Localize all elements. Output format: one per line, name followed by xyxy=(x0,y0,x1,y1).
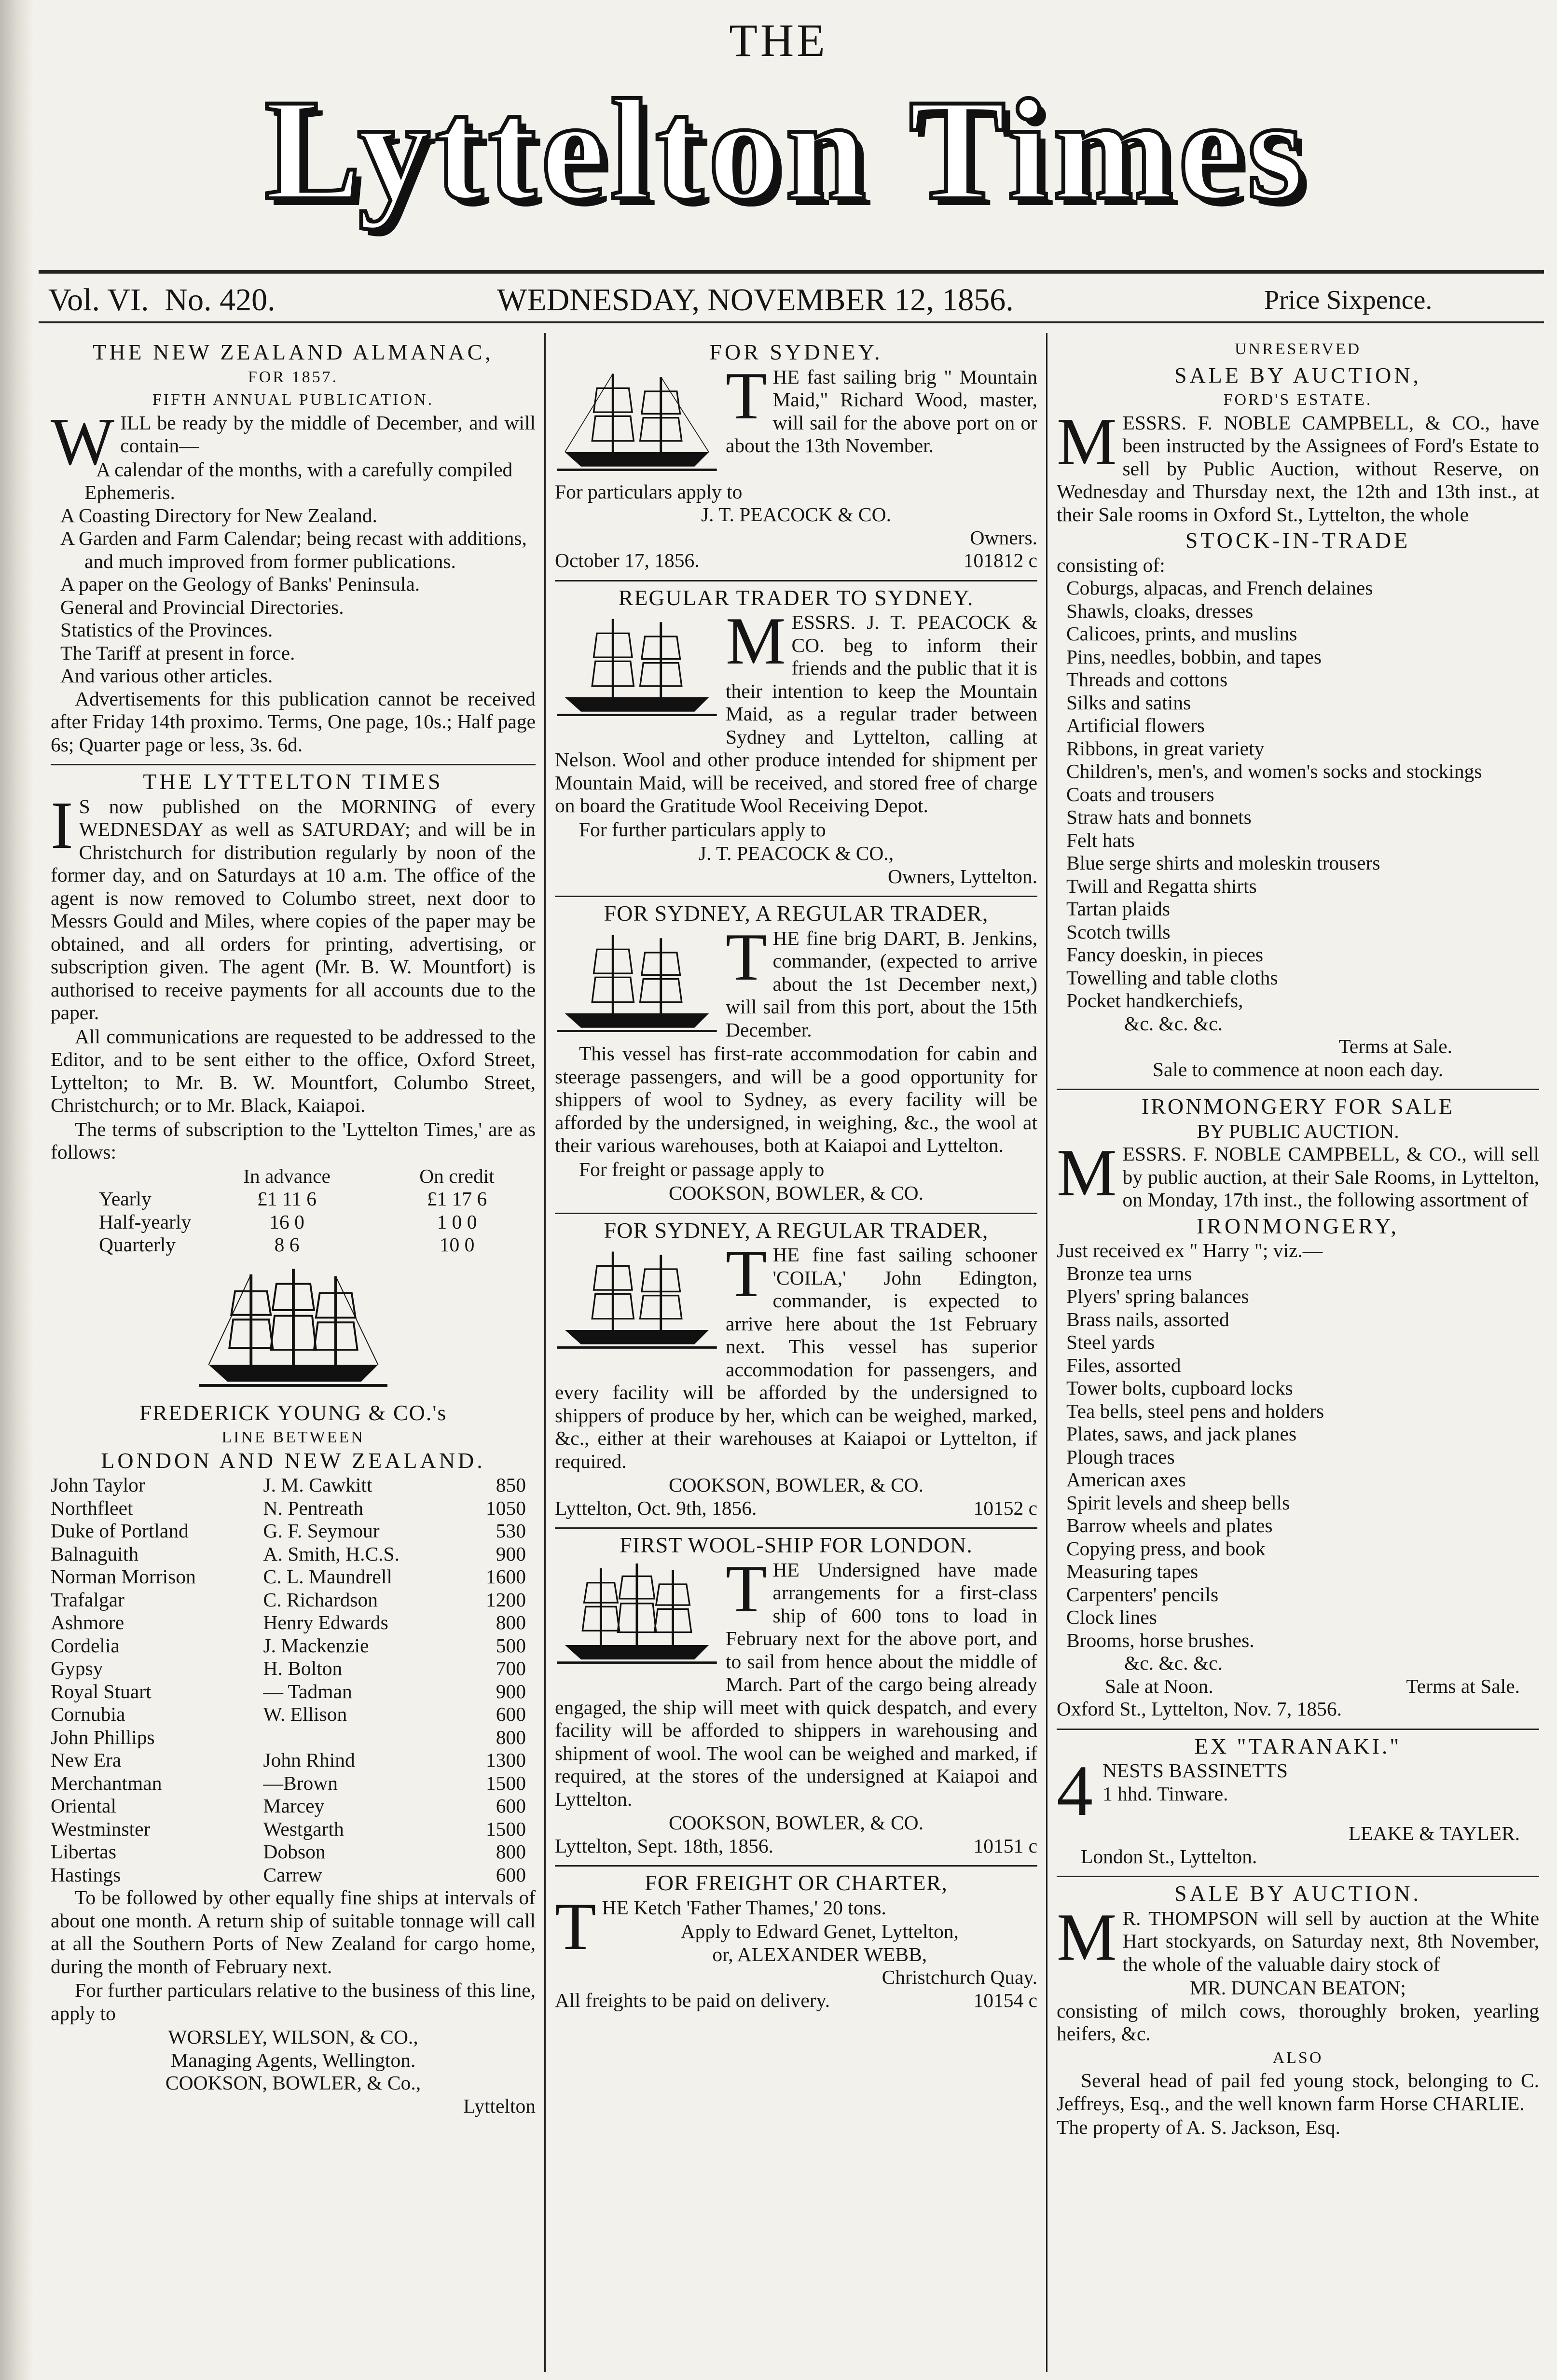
a6-last-line: All freights to be paid on delivery. 10154 c xyxy=(555,1989,1037,2011)
fy-agent-2-sub: Lyttelton xyxy=(463,2094,536,2117)
page-binding-shadow xyxy=(0,0,34,2380)
fy-agent-1: WORSLEY, WILSON, & CO., xyxy=(168,2026,418,2048)
column-rule-2 xyxy=(1046,333,1047,2372)
section-divider xyxy=(1057,1729,1539,1730)
iron-item: Tower bolts, cupboard locks xyxy=(1066,1377,1293,1399)
masthead-rule-bottom xyxy=(39,321,1544,323)
almanac-item: The Tariff at present in force. xyxy=(60,641,295,664)
terms-table xyxy=(51,1165,536,1257)
stock-item: Artificial flowers xyxy=(1066,714,1205,736)
fy-paragraph-1: To be followed by other equally fine ships at intervals of about one month. A return ship of suitable tonnage will call at all the Southern Ports of New Zealand for cargo home, during the month of February next. xyxy=(51,1886,536,1978)
ship-row: Duke of Portland G. F. Seymour 530 xyxy=(51,1520,526,1542)
iron-item: Plates, saws, and jack planes xyxy=(1066,1423,1297,1445)
ship-row: Libertas Dobson 800 xyxy=(51,1840,526,1863)
fy-paragraph-2: For further particulars relative to the business of this line, apply to xyxy=(51,1979,536,2024)
section-divider xyxy=(1057,1876,1539,1877)
ship-illustration-icon xyxy=(555,366,719,478)
b4-also-text: Several head of pail fed young stock, belonging to C. Jeffreys, Esq., and the well known farm Horse CHARLIE. xyxy=(1057,2069,1539,2115)
b1-etc: &c. &c. &c. xyxy=(1124,1012,1223,1035)
iron-item: American axes xyxy=(1066,1468,1186,1491)
b1-title: SALE BY AUCTION, xyxy=(1174,362,1422,387)
a4-dateline: Lyttelton, Oct. 9th, 1856. 10152 c xyxy=(555,1496,1037,1519)
iron-item: Steel yards xyxy=(1066,1331,1155,1353)
ship-row: New Era John Rhind 1300 xyxy=(51,1749,526,1771)
b1-consisting: consisting of: xyxy=(1057,553,1165,576)
a1-owners: Owners. xyxy=(970,526,1037,549)
b2-body: MESSRS. F. NOBLE CAMPBELL, & CO., will sell by public auction, at their Sale Rooms, in Lyttelton, on Monday, 17th inst., the following assortment of xyxy=(1057,1135,1539,1211)
dateline-volume: Vol. VI. No. 420. xyxy=(48,282,276,318)
b4-title: SALE BY AUCTION. xyxy=(1174,1881,1422,1906)
iron-item: Copying press, and book xyxy=(1066,1537,1266,1560)
section-divider xyxy=(1057,1089,1539,1090)
iron-item: Carpenters' pencils xyxy=(1066,1583,1219,1605)
almanac-item: And various other articles. xyxy=(60,664,273,687)
a4-agent: COOKSON, BOWLER, & CO. xyxy=(669,1474,923,1496)
b4-property: The property of A. S. Jackson, Esq. xyxy=(1057,2116,1340,2138)
stock-item: Felt hats xyxy=(1066,829,1135,851)
almanac-item: A Coasting Directory for New Zealand. xyxy=(60,504,377,526)
ship-row: Westminster Westgarth 1500 xyxy=(51,1817,526,1840)
ship-illustration-icon xyxy=(555,611,719,723)
stock-item: Children's, men's, and women's socks and stockings xyxy=(1066,760,1482,782)
fy-agent-1-sub: Managing Agents, Wellington. xyxy=(170,2048,416,2071)
iron-item: Clock lines xyxy=(1066,1606,1157,1628)
b4-consist: consisting of milch cows, thoroughly broken, yearling heifers, &c. xyxy=(1057,1999,1539,2045)
column-1 xyxy=(51,338,536,2372)
ship-row: Norman Morrison C. L. Maundrell 1600 xyxy=(51,1565,526,1588)
stock-item: Coats and trousers xyxy=(1066,783,1214,805)
stock-item: Blue serge shirts and moleskin trousers xyxy=(1066,852,1380,874)
lt-paragraph-1: I S now published on the MORNING of every WEDNESDAY as well as SATURDAY; and will be in Christchurch for distribution regularly by noon of the former day, and on Saturdays at 10 a.m. The office of the agent is now removed to Columbo street, next door to Messrs Gould and Miles, where copies of the paper may be obtained, and all orders for printing, advertising, or subscription given. The agent (Mr. B. W. Mountfort) is authorised to receive payments for all accounts due to the paper. xyxy=(51,788,536,1024)
section-divider xyxy=(555,896,1037,897)
almanac-subtitle: FIFTH ANNUAL PUBLICATION. xyxy=(152,391,434,409)
a1-title: FOR SYDNEY. xyxy=(709,340,883,364)
ship-row: Merchantman —Brown 1500 xyxy=(51,1771,526,1794)
almanac-item: A Garden and Farm Calendar; being recast with additions, and much improved from former publications. xyxy=(60,527,527,572)
almanac-item: A paper on the Geology of Banks' Peninsula. xyxy=(60,573,420,595)
terms-row: Half-yearly 16 0 1 0 0 xyxy=(99,1210,477,1233)
a3-title: FOR SYDNEY, A REGULAR TRADER, xyxy=(604,901,989,926)
a6-line-4: Christchurch Quay. xyxy=(882,1966,1037,1988)
a3-paragraph-2: This vessel has first-rate accommodation for cabin and steerage passengers, and will be a good opportunity for shippers of wool to Sydney, as every facility will be afforded by the undersigned, in weighing, &c., the wool at their various warehouses, both at Kaiapoi and Lyttelton. xyxy=(555,1042,1037,1156)
ship-row: Trafalgar C. Richardson 1200 xyxy=(51,1588,526,1611)
dateline-price: Price Sixpence. xyxy=(1264,285,1433,315)
iron-item: Plyers' spring balances xyxy=(1066,1285,1249,1307)
ship-row: John Phillips 800 xyxy=(51,1726,526,1748)
masthead-the: THE xyxy=(729,14,828,66)
terms-row: Yearly £1 11 6 £1 17 6 xyxy=(99,1188,487,1210)
section-divider xyxy=(555,580,1037,581)
iron-item: Measuring tapes xyxy=(1066,1560,1199,1582)
ship-row: Ashmore Henry Edwards 800 xyxy=(51,1611,526,1633)
stock-item: Calicoes, prints, and muslins xyxy=(1066,623,1297,645)
dateline-date: WEDNESDAY, NOVEMBER 12, 1856. xyxy=(497,282,1014,318)
b4-also: ALSO xyxy=(1272,2048,1323,2067)
almanac-advertisements: Advertisements for this publication cannot be received after Friday 14th proximo. Terms, One page, 10s.; Half page 6s; Quarter page or less, 3s. 6d. xyxy=(51,687,536,756)
column-rule-1 xyxy=(544,333,546,2372)
fy-route: LONDON AND NEW ZEALAND. xyxy=(101,1448,485,1473)
stock-item: Fancy doeskin, in pieces xyxy=(1066,943,1263,966)
b3-agent: LEAKE & TAYLER. xyxy=(1348,1822,1520,1844)
ship-row: Cornubia W. Ellison 600 xyxy=(51,1703,526,1725)
stock-item: Ribbons, in great variety xyxy=(1066,737,1265,760)
stock-item: Twill and Regatta shirts xyxy=(1066,874,1257,897)
ships-table xyxy=(51,1474,536,1886)
a5-body: THE Undersigned have made arrangements for a first-class ship of 600 tons to load in February next for the above port, and to sail from hence about the middle of March. Part of the cargo being already engaged, the ship will meet with quick despatch, and every facility will be afforded to shippers in warehousing and shipment of wool. The wool can be weighed and marked, if required, at the stores of the undersigned at Kaiapoi and Lyttelton. xyxy=(555,1551,1037,1810)
a6-line-2: Apply to Edward Genet, Lyttelton, xyxy=(680,1920,959,1942)
b2-ironmongery: IRONMONGERY, xyxy=(1196,1213,1400,1238)
masthead-rule-top xyxy=(39,270,1544,274)
b2-date: Oxford St., Lyttelton, Nov. 7, 1856. xyxy=(1057,1698,1342,1720)
iron-item: Plough traces xyxy=(1066,1445,1175,1468)
b4-body: M R. THOMPSON will sell by auction at the White Hart stockyards, on Saturday next, 8th November, the whole of the valuable dairy stock of xyxy=(1057,1899,1539,1975)
a5-dateline: Lyttelton, Sept. 18th, 1856. 10151 c xyxy=(555,1834,1037,1857)
b3-title: EX "TARANAKI." xyxy=(1194,1733,1402,1758)
a6-line-3: or, ALEXANDER WEBB, xyxy=(712,1943,927,1965)
b1-terms: Terms at Sale. xyxy=(1338,1035,1452,1057)
stock-item: Pocket handkerchiefs, xyxy=(1066,989,1243,1011)
b2-etc: &c. &c. &c. xyxy=(1124,1652,1223,1674)
section-divider xyxy=(51,764,536,765)
ship-row: Cordelia J. Mackenzie 500 xyxy=(51,1634,526,1657)
iron-item: Brooms, horse brushes. xyxy=(1066,1629,1254,1651)
a2-owners: Owners, Lyttelton. xyxy=(887,865,1037,887)
almanac-item: A calendar of the months, with a carefully compiled Ephemeris. xyxy=(84,458,513,503)
b2-title: IRONMONGERY FOR SALE xyxy=(1141,1094,1455,1119)
a1-apply: For particulars apply to xyxy=(555,480,743,503)
fy-title: FREDERICK YOUNG & CO.'s xyxy=(139,1400,447,1425)
b1-unreserved: UNRESERVED xyxy=(1234,340,1362,358)
section-divider xyxy=(555,1865,1037,1867)
b2-noon-terms: Sale at Noon. Terms at Sale. xyxy=(1105,1674,1520,1697)
a6-body: THE Ketch 'Father Thames,' 20 tons. xyxy=(555,1889,886,1964)
stock-item: Shawls, cloaks, dresses xyxy=(1066,599,1254,622)
b1-commence: Sale to commence at noon each day. xyxy=(1152,1058,1444,1080)
terms-header: On credit xyxy=(419,1164,495,1187)
fy-line: LINE BETWEEN xyxy=(221,1428,365,1446)
iron-item: Bronze tea urns xyxy=(1066,1262,1192,1285)
a4-body: THE fine fast sailing schooner 'COILA,' John Edington, commander, is expected to arrive here about the 1st February next. This vessel has superior accommodation for passengers, and every facility will be afforded by the undersigned to shippers of produce by her, which can be weighed, marked, &c., either at their warehouses at Kaiapoi or Lyttelton, if required. xyxy=(555,1236,1037,1472)
b3-body: 4 NESTS BASSINETTS 1 hhd. Tinware. xyxy=(1057,1751,1288,1831)
stock-item: Threads and cottons xyxy=(1066,668,1228,691)
stock-item: Coburgs, alpacas, and French delaines xyxy=(1066,577,1373,599)
stock-item: Straw hats and bonnets xyxy=(1066,806,1252,828)
almanac-item: General and Provincial Directories. xyxy=(60,595,344,618)
ship-illustration-icon xyxy=(555,927,719,1039)
ship-row: Gypsy H. Bolton 700 xyxy=(51,1657,526,1679)
iron-item: Tea bells, steel pens and holders xyxy=(1066,1399,1324,1422)
stock-item: Silks and satins xyxy=(1066,691,1191,714)
a3-body: THE fine brig DART, B. Jenkins, commander, (expected to arrive about the 1st December next,) will sail from this port, about the 15th December. xyxy=(555,927,1037,1042)
ship-row: Royal Stuart — Tadman 900 xyxy=(51,1680,526,1702)
a1-dateline: October 17, 1856. 101812 c xyxy=(555,549,1037,571)
ship-illustration-icon xyxy=(555,1559,719,1671)
iron-item: Brass nails, assorted xyxy=(1066,1308,1229,1330)
ship-illustration-icon xyxy=(555,1244,719,1356)
b2-subtitle: BY PUBLIC AUCTION. xyxy=(1197,1120,1399,1142)
a2-agent: J. T. PEACOCK & CO., xyxy=(698,842,894,864)
section-divider xyxy=(555,1213,1037,1214)
b3-address: London St., Lyttelton. xyxy=(1081,1845,1257,1868)
lt-paragraph-2: All communications are requested to be addressed to the Editor, and to be sent either to the office, Oxford Street, Lyttelton; to Mr. B. W. Mountfort, Columbo Street, Christchurch; or to Mr. Black, Kaiapoi. xyxy=(51,1025,536,1116)
terms-row: Quarterly 8 6 10 0 xyxy=(99,1233,475,1256)
iron-item: Files, assorted xyxy=(1066,1354,1181,1376)
iron-item: Barrow wheels and plates xyxy=(1066,1514,1273,1536)
a6-title: FOR FREIGHT OR CHARTER, xyxy=(645,1870,948,1895)
a3-agent: COOKSON, BOWLER, & CO. xyxy=(669,1182,923,1204)
ship-illustration-icon xyxy=(199,1261,387,1397)
almanac-title: THE NEW ZEALAND ALMANAC, xyxy=(93,340,494,364)
almanac-item: Statistics of the Provinces. xyxy=(60,619,273,641)
a5-agent: COOKSON, BOWLER, & CO. xyxy=(669,1812,923,1834)
a5-title: FIRST WOOL-SHIP FOR LONDON. xyxy=(620,1533,973,1557)
a4-title: FOR SYDNEY, A REGULAR TRADER, xyxy=(604,1218,989,1243)
stock-item: Towelling and table cloths xyxy=(1066,966,1278,989)
ship-row: Balnaguith A. Smith, H.C.S. 900 xyxy=(51,1542,526,1565)
stock-item: Pins, needles, bobbin, and tapes xyxy=(1066,645,1322,668)
ship-row: Northfleet N. Pentreath 1050 xyxy=(51,1496,526,1519)
column-2 xyxy=(555,338,1037,2372)
section-divider xyxy=(555,1527,1037,1529)
ship-row: John Taylor J. M. Cawkitt 850 xyxy=(51,1474,526,1496)
a1-body: THE fast sailing brig " Mountain Maid," Richard Wood, master, will sail for the above port on or about the 13th November. xyxy=(555,366,1037,457)
almanac-intro: WILL be ready by the middle of December, and will contain— xyxy=(51,404,536,479)
a1-agent: J. T. PEACOCK & CO. xyxy=(701,503,891,526)
stock-item: Tartan plaids xyxy=(1066,898,1170,920)
terms-header: In advance xyxy=(243,1164,331,1187)
stock-item: Scotch twills xyxy=(1066,920,1171,943)
masthead-title: Lyttelton Times xyxy=(264,69,1309,230)
almanac-for: FOR 1857. xyxy=(248,368,339,386)
ship-row: Hastings Carrew 600 xyxy=(51,1863,526,1886)
a3-apply: For freight or passage apply to xyxy=(579,1158,825,1180)
b2-just: Just received ex " Harry "; viz.— xyxy=(1057,1239,1323,1261)
a2-body: MESSRS. J. T. PEACOCK & CO. beg to inform their friends and the public that it is their intention to keep the Mountain Maid, as a regular trader between Sydney and Lyttelton, calling at Nelson. Wool and other produce intended for shipment per Mountain Maid, will be received, and stored free of charge on board the Gratitude Wool Receiving Depot. xyxy=(555,604,1037,816)
b1-subtitle: FORD'S ESTATE. xyxy=(1223,391,1373,409)
iron-item: Spirit levels and sheep bells xyxy=(1066,1491,1290,1514)
fy-agent-2: COOKSON, BOWLER, & Co., xyxy=(165,2072,421,2094)
a2-apply: For further particulars apply to xyxy=(579,818,826,841)
ship-row: Oriental Marcey 600 xyxy=(51,1795,526,1817)
lt-title: THE LYTTELTON TIMES xyxy=(143,769,443,794)
a2-title: REGULAR TRADER TO SYDNEY. xyxy=(618,585,974,610)
b1-stock: STOCK-IN-TRADE xyxy=(1185,528,1411,553)
column-3 xyxy=(1057,338,1539,2372)
b1-body: MESSRS. F. NOBLE CAMPBELL, & CO., have been instructed by the Assignees of Ford's Estate to sell by Public Auction, without Reserve, on Wednesday and Thursday next, the 12th and 13th inst., at their Sale rooms in Oxford St., Lyttelton, the whole xyxy=(1057,404,1539,526)
b4-name: MR. DUNCAN BEATON; xyxy=(1190,1977,1406,1999)
lt-paragraph-3: The terms of subscription to the 'Lyttelton Times,' are as follows: xyxy=(51,1118,536,1163)
